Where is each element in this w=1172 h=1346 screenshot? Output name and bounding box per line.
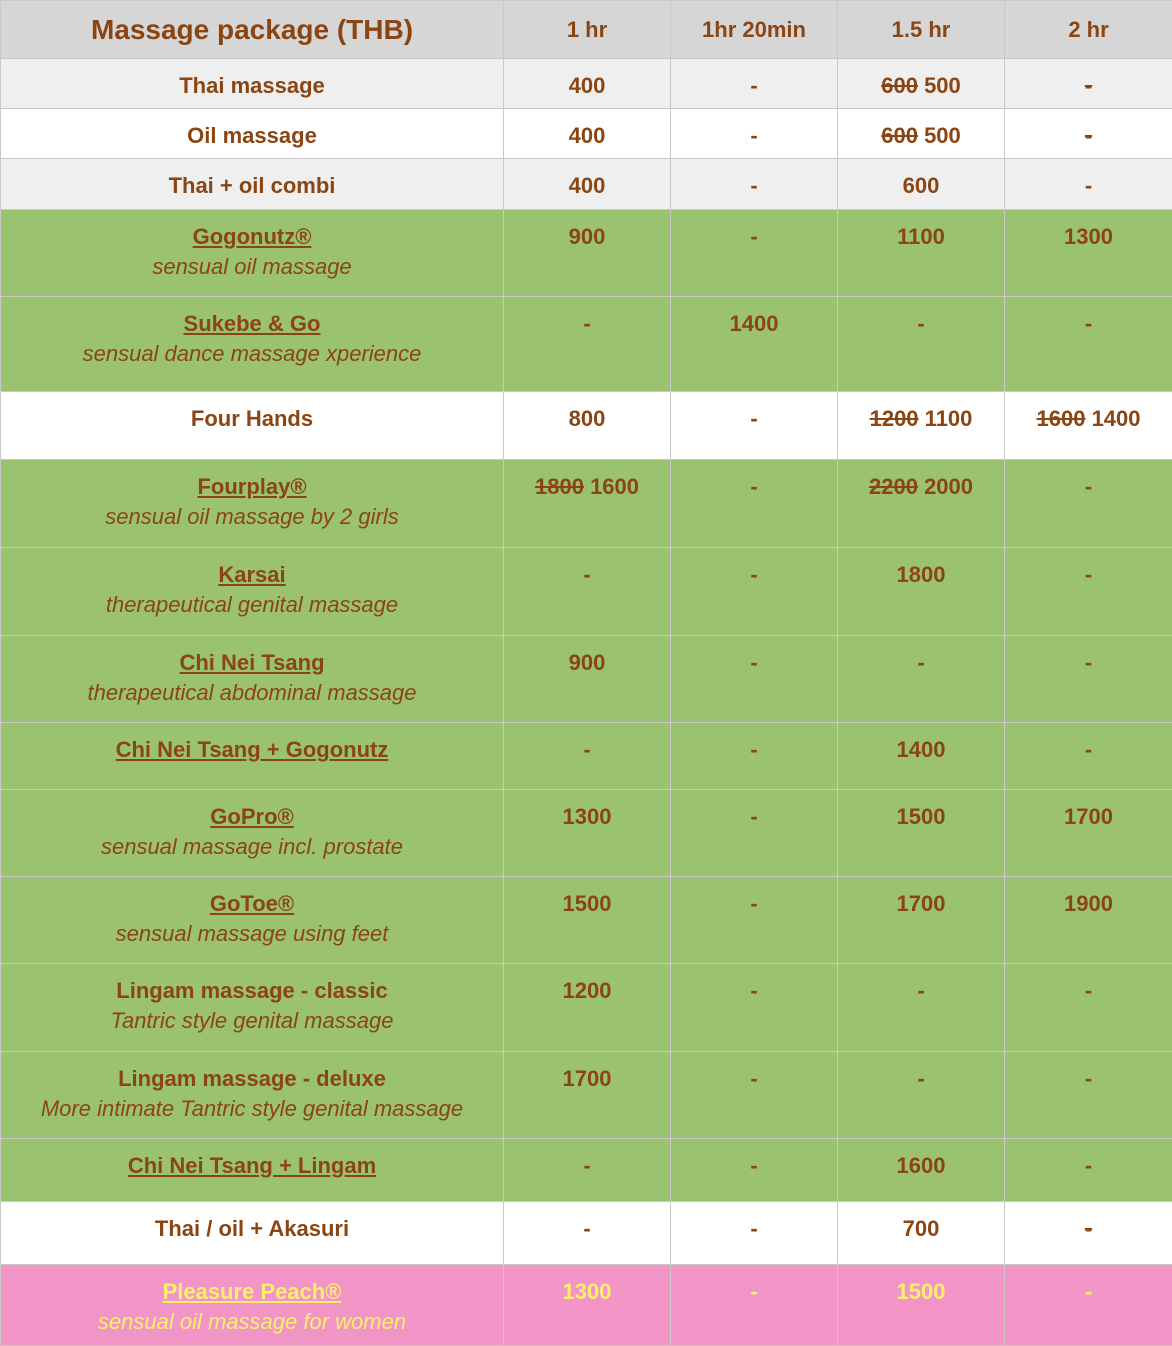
price-cell [838, 548, 1005, 636]
price-rows [1, 59, 1172, 1346]
old-price: - [1085, 73, 1092, 98]
package-cell [1, 460, 504, 548]
price-value: - [583, 311, 590, 336]
price-value: 1600 [897, 1153, 946, 1178]
package-link[interactable]: Chi Nei Tsang [1, 648, 503, 678]
old-price: 1200 [870, 406, 919, 431]
price-value: 800 [569, 406, 606, 431]
price-value: 900 [569, 650, 606, 675]
price-cell [504, 636, 671, 723]
table-row [1, 109, 1172, 159]
package-link[interactable]: Sukebe & Go [1, 309, 503, 339]
package-description: sensual massage incl. prostate [1, 832, 503, 862]
price-value: 600 [903, 173, 940, 198]
price-value: 400 [569, 123, 606, 148]
price-cell [671, 59, 838, 109]
package-cell [1, 392, 504, 460]
price-cell [838, 1265, 1005, 1346]
old-price: 1800 [535, 474, 584, 499]
table-row [1, 159, 1172, 210]
price-value: 1700 [1064, 804, 1113, 829]
price-cell [1005, 790, 1172, 877]
price-value: 1400 [1092, 406, 1141, 431]
price-cell [504, 1139, 671, 1202]
price-value: - [1085, 1066, 1092, 1091]
package-name: Thai + oil combi [1, 171, 503, 201]
package-cell [1, 1265, 504, 1346]
header-1hr20: 1hr 20min [671, 1, 838, 59]
price-cell [838, 790, 1005, 877]
price-cell [1005, 723, 1172, 790]
price-value: 1600 [590, 474, 639, 499]
package-description: sensual massage using feet [1, 919, 503, 949]
table-row [1, 723, 1172, 790]
old-price: 2200 [869, 474, 918, 499]
price-cell [504, 210, 671, 297]
price-value: - [750, 173, 757, 198]
price-cell [504, 877, 671, 964]
price-value: 1400 [730, 311, 779, 336]
table-row [1, 1052, 1172, 1139]
price-value: - [1085, 650, 1092, 675]
package-name: Four Hands [1, 404, 503, 434]
price-cell [504, 1202, 671, 1265]
price-cell [671, 460, 838, 548]
package-name: Thai massage [1, 71, 503, 101]
price-value: - [917, 978, 924, 1003]
table-row [1, 392, 1172, 460]
price-value: 400 [569, 173, 606, 198]
price-value: 1200 [563, 978, 612, 1003]
price-value: 1300 [563, 1279, 612, 1304]
table-row [1, 297, 1172, 392]
package-cell [1, 1139, 504, 1202]
price-value: 1300 [563, 804, 612, 829]
price-value: 700 [903, 1216, 940, 1241]
package-cell [1, 1052, 504, 1139]
package-description: sensual dance massage xperience [1, 339, 503, 369]
package-link[interactable]: Chi Nei Tsang + Gogonutz [1, 735, 503, 765]
price-cell [504, 548, 671, 636]
old-price: 1600 [1036, 406, 1085, 431]
price-value: 1800 [897, 562, 946, 587]
old-price: 600 [881, 73, 918, 98]
price-value: 1100 [925, 406, 973, 431]
table-row [1, 964, 1172, 1052]
package-description: Tantric style genital massage [1, 1006, 503, 1036]
package-name: Lingam massage - classic [1, 976, 503, 1006]
price-cell [504, 790, 671, 877]
price-cell [671, 548, 838, 636]
price-value: - [583, 737, 590, 762]
price-value: - [750, 737, 757, 762]
package-description: therapeutical abdominal massage [1, 678, 503, 708]
price-cell [838, 59, 1005, 109]
header-package: Massage package (THB) [1, 1, 504, 59]
price-value: - [750, 474, 757, 499]
price-value: 1500 [897, 804, 946, 829]
price-value: 900 [569, 224, 606, 249]
price-value: - [750, 804, 757, 829]
package-name: Thai / oil + Akasuri [1, 1214, 503, 1244]
price-cell [671, 210, 838, 297]
price-cell [504, 1052, 671, 1139]
table-row [1, 1265, 1172, 1346]
package-description: More intimate Tantric style genital massage [1, 1094, 503, 1124]
price-cell [838, 460, 1005, 548]
package-link[interactable]: GoPro® [1, 802, 503, 832]
price-value: 1700 [563, 1066, 612, 1091]
price-cell [838, 1202, 1005, 1265]
price-cell [671, 964, 838, 1052]
price-cell [671, 636, 838, 723]
old-price: 600 [881, 123, 918, 148]
package-description: sensual oil massage for women [1, 1307, 503, 1337]
price-cell [1005, 210, 1172, 297]
price-cell [671, 877, 838, 964]
price-cell [1005, 392, 1172, 460]
price-cell [1005, 1052, 1172, 1139]
price-value: - [1085, 562, 1092, 587]
price-cell [504, 392, 671, 460]
header-1hr: 1 hr [504, 1, 671, 59]
price-cell [1005, 548, 1172, 636]
price-value: - [1085, 737, 1092, 762]
price-value: - [1085, 173, 1092, 198]
package-link[interactable]: Gogonutz® [1, 222, 503, 252]
price-value: - [1085, 978, 1092, 1003]
price-value: 1500 [563, 891, 612, 916]
header-1-5hr: 1.5 hr [838, 1, 1005, 59]
price-value: - [750, 73, 757, 98]
table-row [1, 790, 1172, 877]
price-cell [671, 1052, 838, 1139]
package-cell [1, 59, 504, 109]
price-cell [671, 790, 838, 877]
old-price: - [1085, 1216, 1092, 1241]
price-value: - [583, 1216, 590, 1241]
price-cell [1005, 877, 1172, 964]
header-row [1, 1, 1172, 59]
price-value: 1900 [1064, 891, 1113, 916]
price-cell [838, 636, 1005, 723]
price-cell [1005, 109, 1172, 159]
price-value: 1300 [1064, 224, 1113, 249]
price-cell [504, 1265, 671, 1346]
price-cell [838, 877, 1005, 964]
price-value: - [750, 1279, 757, 1304]
price-cell [504, 109, 671, 159]
price-value: 2000 [924, 474, 973, 499]
price-value: - [1085, 311, 1092, 336]
price-cell [838, 1052, 1005, 1139]
price-value: 1700 [897, 891, 946, 916]
price-value: - [750, 1066, 757, 1091]
price-cell [671, 1139, 838, 1202]
package-cell [1, 548, 504, 636]
package-cell [1, 109, 504, 159]
price-cell [838, 297, 1005, 392]
price-value: - [750, 406, 757, 431]
package-cell [1, 210, 504, 297]
price-cell [671, 109, 838, 159]
price-cell [838, 964, 1005, 1052]
table-row [1, 460, 1172, 548]
price-value: 500 [924, 123, 961, 148]
price-value: - [750, 123, 757, 148]
table-row [1, 59, 1172, 109]
price-value: 1500 [897, 1279, 946, 1304]
table-row [1, 636, 1172, 723]
price-cell [1005, 59, 1172, 109]
package-cell [1, 723, 504, 790]
price-cell [1005, 297, 1172, 392]
package-name: Lingam massage - deluxe [1, 1064, 503, 1094]
price-cell [1005, 964, 1172, 1052]
price-cell [504, 964, 671, 1052]
table-row [1, 1139, 1172, 1202]
price-cell [504, 297, 671, 392]
price-cell [671, 1202, 838, 1265]
package-link[interactable]: Chi Nei Tsang + Lingam [1, 1151, 503, 1181]
package-link[interactable]: Pleasure Peach® [1, 1277, 503, 1307]
price-cell [838, 392, 1005, 460]
package-cell [1, 1202, 504, 1265]
price-value: - [750, 1153, 757, 1178]
header-2hr: 2 hr [1005, 1, 1172, 59]
package-cell [1, 636, 504, 723]
price-cell [1005, 1265, 1172, 1346]
price-value: - [917, 650, 924, 675]
price-value: 400 [569, 73, 606, 98]
package-cell [1, 159, 504, 210]
table-row [1, 210, 1172, 297]
price-value: - [750, 650, 757, 675]
price-cell [1005, 1139, 1172, 1202]
price-value: - [1085, 1279, 1092, 1304]
price-value: - [750, 891, 757, 916]
package-cell [1, 964, 504, 1052]
price-cell [838, 159, 1005, 210]
package-link[interactable]: Fourplay® [1, 472, 503, 502]
price-value: - [1085, 474, 1092, 499]
price-value: 1100 [897, 224, 945, 249]
price-value: - [750, 224, 757, 249]
price-cell [1005, 1202, 1172, 1265]
price-cell [671, 1265, 838, 1346]
price-cell [504, 460, 671, 548]
package-description: sensual oil massage [1, 252, 503, 282]
price-cell [838, 1139, 1005, 1202]
price-cell [838, 723, 1005, 790]
package-cell [1, 790, 504, 877]
package-link[interactable]: Karsai [1, 560, 503, 590]
price-cell [838, 210, 1005, 297]
price-value: - [750, 978, 757, 1003]
table-row [1, 1202, 1172, 1265]
price-cell [504, 723, 671, 790]
price-cell [671, 159, 838, 210]
price-cell [671, 723, 838, 790]
price-value: 500 [924, 73, 961, 98]
price-cell [1005, 159, 1172, 210]
price-cell [504, 59, 671, 109]
price-cell [671, 297, 838, 392]
price-value: - [750, 1216, 757, 1241]
price-cell [1005, 636, 1172, 723]
package-link[interactable]: GoToe® [1, 889, 503, 919]
price-cell [504, 159, 671, 210]
table-row [1, 548, 1172, 636]
package-cell [1, 297, 504, 392]
package-description: therapeutical genital massage [1, 590, 503, 620]
price-value: 1400 [897, 737, 946, 762]
table-row [1, 877, 1172, 964]
price-value: - [583, 562, 590, 587]
price-value: - [917, 311, 924, 336]
price-cell [1005, 460, 1172, 548]
price-value: - [750, 562, 757, 587]
price-value: - [583, 1153, 590, 1178]
price-value: - [1085, 1153, 1092, 1178]
price-cell [671, 392, 838, 460]
package-name: Oil massage [1, 121, 503, 151]
price-value: - [917, 1066, 924, 1091]
package-cell [1, 877, 504, 964]
old-price: - [1085, 123, 1092, 148]
price-cell [838, 109, 1005, 159]
package-description: sensual oil massage by 2 girls [1, 502, 503, 532]
